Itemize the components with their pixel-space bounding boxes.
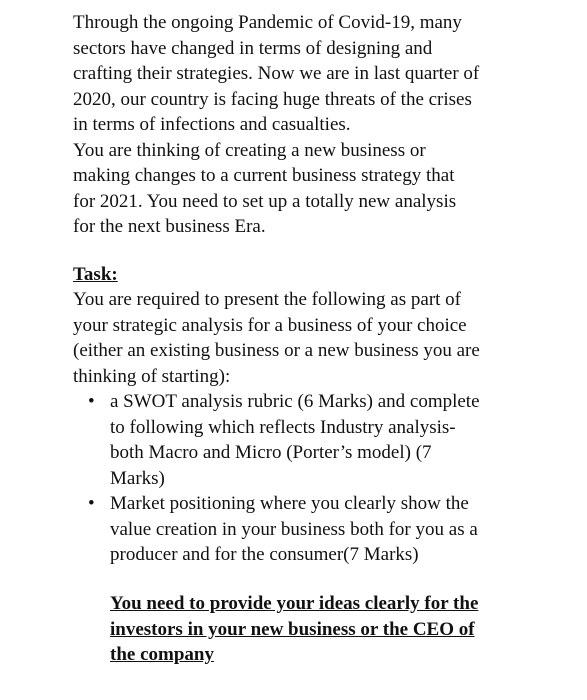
intro-line: Through the ongoing Pandemic of Covid-19, many [73,12,462,33]
closing-line: You need to provide your ideas clearly for the [110,593,479,614]
task-description [73,287,543,389]
intro-line: in terms of infections and casualties. [73,114,351,135]
task-heading: Task: [73,264,118,285]
task-line: thinking of starting): [73,365,231,387]
intro-line: sectors have changed in terms of designing and [73,37,433,59]
bullet-line: both Macro and Micro (Porter’s model) (7 [110,442,432,463]
task-line: your strategic analysis for a business of your choice [73,314,467,336]
bullet-item-market-positioning [88,491,543,568]
bullet-line: Marks) [110,467,165,489]
intro-line: for 2021. You need to set up a totally new analysis [73,190,457,212]
intro-line: making changes to a current business strategy that [73,165,455,186]
intro-line: crafting their strategies. Now we are in last quarter of [73,63,480,84]
task-line: You are required to present the following as part of [73,289,461,310]
bullet-marker: • [88,391,95,412]
bullet-line: a SWOT analysis rubric (6 Marks) and complete [110,391,480,412]
intro-paragraph [73,10,543,240]
bullet-marker: • [88,493,95,514]
task-line: (either an existing business or a new business you are [73,340,480,361]
bullet-line: to following which reflects Industry analysis- [110,416,456,438]
closing-note [110,591,550,668]
intro-line: 2020, our country is facing huge threats of the crises [73,88,472,110]
bullet-line: Market positioning where you clearly show the [110,493,469,514]
closing-line: investors in your new business or the CEO of [110,618,475,640]
closing-line: the company [110,644,214,665]
intro-line: for the next business Era. [73,216,266,237]
task-bullet-list [88,389,543,568]
bullet-line: value creation in your business both for you as a [110,518,478,540]
bullet-line: producer and for the consumer(7 Marks) [110,544,419,565]
intro-line: You are thinking of creating a new business or [73,139,426,161]
bullet-item-swot [88,389,543,491]
